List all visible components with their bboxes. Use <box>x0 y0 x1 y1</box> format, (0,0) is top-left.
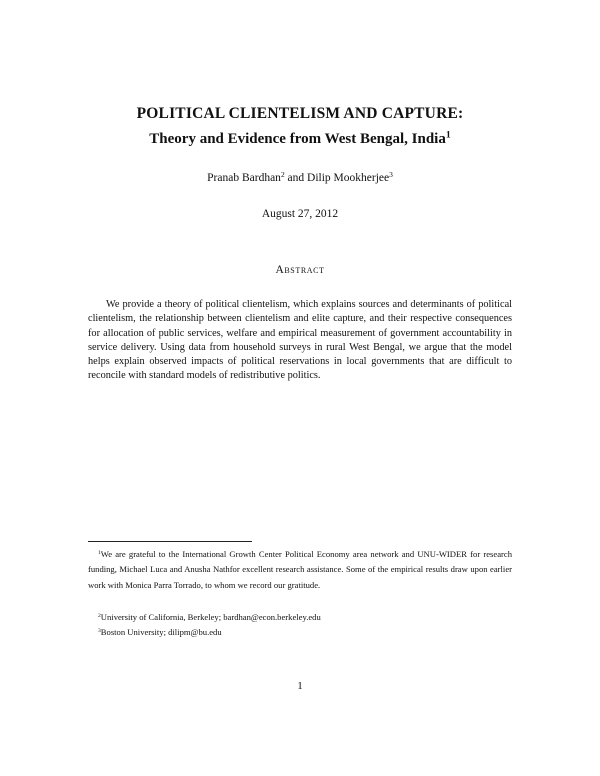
footnote-mark: 1 <box>98 549 101 556</box>
paper-date: August 27, 2012 <box>261 208 339 220</box>
author-line <box>0 169 600 184</box>
footnote-text: University of California, Berkeley; bardhan@econ.berkeley.edu <box>100 612 321 622</box>
page-number: 1 <box>297 680 303 692</box>
footnote <box>88 625 512 640</box>
author-footnote-mark: 2 <box>280 169 285 179</box>
paper-subtitle <box>0 131 600 148</box>
abstract-heading: Abstract <box>275 264 325 276</box>
footnote <box>88 547 512 593</box>
author-name: Dilip Mookherjee <box>307 172 390 184</box>
author-footnote-mark: 3 <box>389 169 393 179</box>
subtitle-text: Theory and Evidence from West Bengal, India <box>149 131 446 147</box>
footnote <box>88 610 512 625</box>
footnote-mark: 3 <box>98 627 101 634</box>
footnote-divider <box>88 541 252 542</box>
paper-title: POLITICAL CLIENTELISM AND CAPTURE: <box>136 105 464 122</box>
abstract-text: We provide a theory of political clientelism, which explains sources and determinants of political clientelism, the relationship between clientelism and elite capture, and their respective consequences for allocation of public services, welfare and empirical measurement of government accountability in service delivery. Using data from household surveys in rural West Bengal, we argue that the model helps explain observed impacts of political reservations in local governments that are difficult to reconcile with standard models of redistributive politics. <box>88 299 512 382</box>
author-connector: and <box>284 172 308 184</box>
subtitle-footnote-mark: 1 <box>445 129 451 141</box>
footnote-mark: 2 <box>98 612 101 619</box>
footnote-text: We are grateful to the International Growth Center Political Economy area network and UNU-WIDER for research funding, Michael Luca and Anusha Nathfor excellent research assistance. Some of the empirical results draw upon earlier work with Monica Parra Torrado, to whom we record our gratitude. <box>88 549 512 590</box>
author-name: Pranab Bardhan <box>207 172 281 184</box>
footnote-text: Boston University; dilipm@bu.edu <box>100 627 222 637</box>
